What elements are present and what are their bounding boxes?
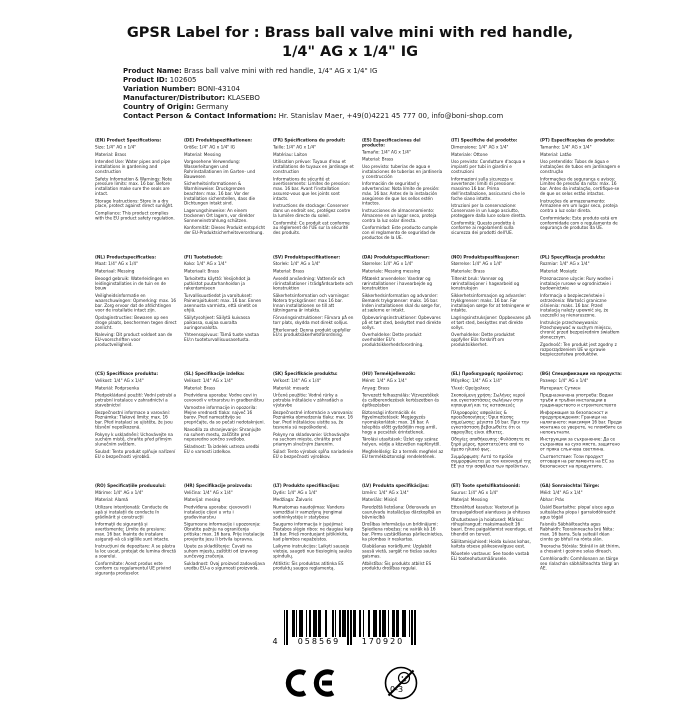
- language-block-paragraph: Säilitamisjuhised: Hoida kuivas kohas, kaitsta otsese päikesevalguse eest.: [451, 538, 531, 549]
- language-block-paragraph: Predvidena uporaba: Vodne cevi in cevovodi v vrtnarstvu in gradbeništvu: [184, 392, 264, 403]
- product-info-row: [123, 67, 503, 76]
- language-block-paragraph: Materiale: Brass: [451, 268, 485, 274]
- language-block-header: (FR) Spécifications du produit:: [273, 137, 346, 143]
- language-block-paragraph: Určené použitie: Vodné rúrky a potrubia inštalácie v záhradách a výstavbe: [273, 392, 343, 408]
- language-block-paragraph: Größe: 1/4" AG x 1/4" IG: [184, 144, 236, 150]
- language-block: [540, 483, 622, 573]
- product-info-row: [123, 85, 503, 94]
- language-block: [362, 138, 444, 243]
- language-block-paragraph: Tamaño: 1/4" AG x 1/4": [362, 149, 411, 155]
- language-block-paragraph: Veiligheidsinformatie en waarschuwingen: Opmerking: max. 16 bar. Zorg ervoor dat de afdichtingen voor de installatie intact zijn.: [95, 293, 177, 313]
- product-info-row: [123, 76, 503, 85]
- language-block-paragraph: Paredzētā lietošana: Ūdensvadu un cauruļvadu instalācijas dārzkopībā un būvniecībā: [362, 504, 442, 520]
- language-block: [273, 372, 355, 462]
- language-block: [95, 138, 177, 223]
- language-block-header: (HU) Termékjellemzők:: [362, 371, 416, 376]
- language-block: [273, 138, 355, 238]
- product-info-value: Germany: [196, 103, 229, 111]
- language-block-paragraph: Overholdelse: Dette produkt overholder EU's produktsikkerhedsforordning.: [362, 332, 424, 347]
- language-block-header: (ES) Especificaciones del producto:: [362, 137, 421, 148]
- language-block-paragraph: Bezpečnostné informácie a varovania: Poznámka obmedzenia tlaku: max. 16 bar. Pred inštaláciou uistite sa, že tesnenia sú nepoškodené.: [273, 409, 354, 430]
- language-block-paragraph: Инструкции за съхранение: Да се съхранява на сухо място, защитено от пряка слънчева светлина.: [540, 436, 620, 452]
- language-block-paragraph: Sikkerhetsinformasjon og advarsler: trykkgrenser: maks. 16 bar. Før installasjon sørge for at tetningene er intakte.: [451, 293, 531, 313]
- language-block-paragraph: Tamanho: 1/4" AG x 1/4": [540, 144, 592, 150]
- language-block-paragraph: Taille: 1/4" AG x 1/4": [273, 144, 317, 150]
- language-block-paragraph: Informacja o bezpieczeństwie i ostrzeżenia: Wartości graniczne ciśnienia: maks. 16 bar. Przed instalacją należy upewnić się, że uszczelki są nienaruszone.: [540, 293, 609, 318]
- product-info-value: Brass ball valve mini with red handle, 1/4" AG x 1/4" IG: [183, 67, 378, 75]
- barcode-digit-left: 4: [272, 637, 278, 646]
- language-block-paragraph: Overholdelse: Dette produktet oppfyller EUs forskrift om produktsikkerhet.: [451, 332, 515, 347]
- language-block-header: (EL) Προδιαγραφές προϊόντος:: [451, 371, 524, 376]
- language-block-paragraph: Säilytysohjeet: Säilytä kuivassa paikassa, suojaa suoralta auringonvalolta.: [184, 315, 250, 330]
- barcode-digits-group2: 170920: [361, 637, 405, 646]
- language-block-paragraph: Säkerhetsinformation och varningar: Notera tryckgränser: max 16 bar. Innan installationen se till att tätningarna är intakta.: [273, 293, 350, 313]
- language-block-paragraph: Materiaali: Brass: [184, 268, 220, 274]
- language-block-paragraph: Súlad: Tento výrobok spĺňa nariadenie EÚ o bezpečnosti výrobkov.: [273, 448, 354, 459]
- language-block-paragraph: Koko: 1/4" AG x 1/4": [184, 261, 227, 267]
- language-block-paragraph: Izmērs: 1/4" AG x 1/4": [362, 489, 409, 495]
- language-block-paragraph: Информация за безопасност и предупреждения: Граници на налягането: максимум 16 bar. Преди монтажа се уверете, че пломбите са непокътнати.: [540, 409, 622, 435]
- compliance-icons: [281, 665, 419, 701]
- language-block-paragraph: Tárolási utasítások: Üzlet egy száraz helyen, védje a közvetlen napfénytől.: [362, 436, 441, 447]
- language-block-paragraph: Veľkosť: 1/4" AG x 1/4": [273, 377, 321, 383]
- language-block: [362, 255, 444, 350]
- language-block-paragraph: Istruzioni per la conservazione: Conservare in un luogo asciutto, proteggere dalla luce solare diretta.: [451, 203, 527, 218]
- language-block-paragraph: Materiál: mosadz: [273, 385, 309, 391]
- language-block-paragraph: Yhteensopivuus: Tämä tuote vastaa EU:n tuoteturvallisuusasetusta.: [184, 332, 259, 342]
- ce-mark-icon: [281, 668, 339, 698]
- language-block-paragraph: Skladnost: Ta izdelek ustreza uredbi EU o varnosti izdelkov.: [184, 444, 260, 454]
- language-block-paragraph: Size: 1/4" AG x 1/4": [95, 144, 137, 150]
- language-block: [184, 138, 266, 238]
- language-block-paragraph: Størrelse: 1/4" AG x 1/4": [451, 261, 503, 267]
- language-block-paragraph: Turvallisuustiedot ja varoitukset: Painerajoitukset: max. 16 bar. Ennen asennusta varmista, että sinetit on ehjiä.: [184, 293, 262, 313]
- language-block-paragraph: Conformidade: Este produto está em conformidade com o regulamento de segurança de produtos da UE.: [540, 215, 618, 231]
- language-block-paragraph: Storlek: 1/4" AG x 1/4": [273, 261, 321, 267]
- language-block-paragraph: Velikost: 1/4" AG x 1/4": [184, 377, 233, 383]
- language-block-paragraph: Μέγεθος: 1/4" AG x 1/4": [451, 377, 502, 383]
- language-block-paragraph: Material: Latão: [540, 151, 572, 157]
- language-block-paragraph: Velikost: 1/4" AG x 1/4": [95, 377, 144, 383]
- language-block-paragraph: Förvaringsinstruktioner: Förvara på en torr plats, skydda mot direkt solljus.: [273, 315, 354, 325]
- language-grid: [95, 138, 622, 578]
- language-block-paragraph: Zgodność: Ten produkt jest zgodny z rozporządzeniem UE w sprawie bezpieczeństwa produktów.: [540, 341, 617, 357]
- language-block-paragraph: Størrelse: 1/4" AG x 1/4": [362, 261, 414, 267]
- language-block-paragraph: Utilizare intenționată: Conducte de apă și instalații de conducte în grădinărit și construcții: [95, 504, 169, 520]
- language-block-paragraph: Navodila za shranjevanje: Shranjujte na suhem mestu, zaščitite pred neposredno sončno svetlobo.: [184, 426, 261, 442]
- language-block-paragraph: Instrucciones de almacenamiento: Almacene en un lugar seco, proteja contra la luz solar directa.: [362, 208, 437, 223]
- page-title: GPSR Label for : Brass ball valve mini with red handle, 1/4" AG x 1/4" IG: [126, 25, 574, 61]
- product-info: [123, 67, 503, 121]
- language-block-paragraph: Uso previsto: tuberías de agua e instalaciones de tuberías en jardinería y construcción: [362, 164, 443, 179]
- language-block-paragraph: Instructions de stockage: Conserver dans un endroit sec, protégez contre la lumière directe du soleil.: [273, 203, 351, 218]
- product-info-row: [123, 103, 503, 112]
- language-block-header: (NL) Productspecificaties:: [95, 254, 157, 260]
- language-block: [184, 372, 266, 457]
- language-block-paragraph: Materijal: mesing: [184, 497, 221, 503]
- language-block-paragraph: Lagringsinstruksjoner: Oppbevares på et tørt sted, beskyttes mot direkte sollys.: [451, 315, 531, 330]
- product-info-label: Country of Origin:: [123, 103, 194, 111]
- language-block: [451, 483, 533, 563]
- product-info-value: KLASEBO: [227, 94, 260, 102]
- language-block-paragraph: Bezpečnostní informace a varování: Poznámka: Tlakové limity: max. 16 bar. Před instalací se ujistěte, že jsou těsnění nepoškozená.: [95, 409, 173, 430]
- language-block-paragraph: Opslaginstructies: Bewaren op een droge plaats, beschermen tegen direct zonlicht.: [95, 315, 177, 330]
- language-block-paragraph: Instrucțiuni de depozitare: A se păstra la loc uscat, protejat de lumina directă a soarelui.: [95, 543, 176, 559]
- language-block-paragraph: Pokyny na skladovanie: Uchovávajte na suchom mieste, chráňte pred priamym slnečným žiarením.: [273, 431, 350, 447]
- language-block-header: (DA) Produktspecifikationer:: [362, 254, 430, 260]
- language-block-paragraph: Dimensione: 1/4" AG x 1/4": [451, 144, 509, 150]
- language-block-paragraph: Material: Alamă: [95, 497, 128, 503]
- language-block-paragraph: Méret: 1/4" AG x 1/4": [362, 377, 407, 383]
- product-info-row: [123, 94, 503, 103]
- language-block: [451, 372, 533, 472]
- language-block: [184, 483, 266, 573]
- svg-text:0-3: 0-3: [390, 685, 404, 694]
- language-block-paragraph: Numatomas naudojimas: Vandens vamzdžiai ir vamzdynų įrengimai sodininkystėje ir statybose: [273, 504, 345, 520]
- language-block-paragraph: Utilisation prévue: Tuyaux d'eau et installations de tuyaux en jardinage et construction: [273, 159, 354, 174]
- language-block-header: (BG) Спецификации на продукта:: [540, 371, 622, 376]
- language-block-header: (LV) Produkta specifikācijas:: [362, 482, 429, 488]
- language-block-paragraph: Material: Brass: [95, 151, 127, 157]
- product-info-label: Manufacturer/Distributor:: [123, 94, 226, 102]
- language-block-paragraph: Informations de sécurité et avertissements: Limites de pression: max. 16 bar. Avant l'installation assurez-vous que les joints sont intacts.: [273, 176, 351, 201]
- language-block-paragraph: Tarkoitettu käyttö: Vesijohdot ja putkistot puutarhanhoidon ja rakentamiseen: [184, 275, 251, 291]
- language-block-paragraph: Material: Messing: [184, 151, 221, 157]
- product-info-label: Product ID:: [123, 76, 168, 84]
- product-info-label: Contact Person & Contact Information:: [123, 112, 277, 120]
- product-info-label: Variation Number:: [123, 85, 196, 93]
- language-block-paragraph: Materiale: Messing messing: [362, 268, 421, 274]
- language-block-paragraph: Instrukcje przechowywania: Przechowywać w suchym miejscu, chronić przed bezpośrednim światłem słonecznym.: [540, 319, 620, 340]
- language-block: [540, 372, 622, 472]
- language-block-header: (PL) Specyfikacja produktu:: [540, 254, 606, 260]
- language-block-paragraph: Anyag: Brass: [362, 385, 390, 391]
- language-block-paragraph: Съответствие: Този продукт отговаря на регламента на ЕС за безопасност на продуктите.: [540, 453, 614, 469]
- language-block-paragraph: Matériau: Laiton: [273, 151, 308, 157]
- language-block-paragraph: Treoracha Stórála: Stóráil in áit thirim, a chosaint i gcoinne solas díreach.: [540, 543, 620, 554]
- language-block: [184, 255, 266, 345]
- product-info-value: 102605: [169, 76, 197, 84]
- barcode: [272, 610, 417, 654]
- language-block-paragraph: Предназначена употреба: Водни тръби и тръбни инсталации в градинарството и строителството: [540, 392, 617, 408]
- language-block-paragraph: Intended Use: Water pipes and pipe installations in gardening and construction: [95, 159, 171, 174]
- language-block-paragraph: Información de seguridad y advertencias: Nota límite de presión: máx. 16 bar. Antes de la instalación asegúrese de que los sellos estén intactos.: [362, 181, 440, 206]
- language-block-paragraph: Uso pretendido: Tubos de água e instalações de tubos em jardinagem e construção: [540, 159, 621, 174]
- language-block-paragraph: Drošības informācija un brīdinājumi: Spiediena robežas: ne vairāk kā 16 bar. Pirms uzstādīšanas pārliecinieties, ka plombas ir neskartas.: [362, 521, 444, 542]
- language-block-header: (HR) Specifikacije proizvoda:: [184, 482, 253, 488]
- language-block-paragraph: Lagerungshinweise: An einem trockenen Ort lagern, vor direkter Sonneneinstrahlung schützen.: [184, 208, 255, 223]
- language-block: [451, 138, 533, 238]
- language-block-paragraph: Materiaal: Messing: [95, 268, 135, 274]
- language-block-paragraph: Materiál: Podprsenka: [95, 385, 140, 391]
- product-info-label: Product Name:: [123, 67, 182, 75]
- language-block-paragraph: Atbilstība: Šis produkts atbilst ES produktu drošības regulai.: [362, 560, 432, 571]
- language-block: [95, 483, 177, 578]
- language-block-paragraph: Veličina: 1/4" AG x 1/4": [184, 489, 233, 495]
- language-block-paragraph: Předpokládané použití: Vodní potrubí a potrubní instalace v zahradnictví a stavebnictví: [95, 392, 177, 408]
- language-block-paragraph: Material: Brass: [362, 156, 394, 162]
- language-block: [95, 255, 177, 350]
- language-block: [540, 138, 622, 233]
- language-block-paragraph: Sikkerhedsinformation og advarsler: Bemærk trykgrænser: maks. 16 bar. Inden installationen skal du sørge for, at sælerne er intakt.: [362, 293, 442, 313]
- language-block-paragraph: Faisnéis Sábháilteachta agus Rabhaidh: Teorainneacha brú Nóta: max. 16 barra. Sula suiteáil déan cinnte go bhfuil na rónta slán.: [540, 521, 614, 542]
- product-info-row: [123, 112, 503, 121]
- language-block-paragraph: Πληροφορίες ασφαλείας & προειδοποιήσεις: Όρια πίεσης σημείωσης: μέγιστο 16 bar. Πριν την εγκατάσταση βεβαιωθείτε ότι οι σφραγίδες είναι άθικτες.: [451, 409, 529, 435]
- language-block-paragraph: Σκοπούμενη χρήση: Σωλήνες νερού και εγκαταστάσεις σωλήνων στην κηπουρική και τις κατασκευές: [451, 392, 526, 408]
- language-block-paragraph: Ohutusteave ja hoiatused: Märkus: rõhupiirangud: maksimaalselt 16 baari. Enne paigaldamist veenduge, et tihendid on terved.: [451, 516, 533, 537]
- barcode-digits-group1: 058569: [297, 637, 341, 646]
- language-block-paragraph: Saugumo informacija ir įspėjimai: Pastabos slėgio ribos: ne daugiau kaip 16 bar. Prieš montuojant įsitikinkite, kad plombos nepažeistos.: [273, 521, 354, 542]
- language-block-paragraph: Pokyny k uskladnění: Uchovávejte na suchém místě, chraňte před přímým slunečním světlem.: [95, 431, 173, 447]
- language-block: [273, 483, 355, 573]
- language-block-paragraph: Méid: 1/4" AG x 1/4": [540, 489, 583, 495]
- language-block-paragraph: Tervezett felhasználás: Vízvezetékek és csőberendezések kertészetben és építkezésben: [362, 392, 440, 408]
- product-info-value: Hr. Stanislav Maer, +49(0)4221 45 777 00, info@boni-shop.com: [278, 112, 504, 120]
- language-block-paragraph: Konformität: Dieses Produkt entspricht der EU-Produktsicherheitsverordnung.: [184, 225, 266, 235]
- language-block-paragraph: Informações de segurança e avisos: Limites de pressão da nota: máx. 16 bar. Antes da instalação, certifique-se de que os selos estão intactos.: [540, 176, 620, 196]
- language-block-paragraph: Rozmiar: 1/4" AG x 1/4": [540, 261, 590, 267]
- language-block: [362, 372, 444, 462]
- language-block-paragraph: Glabāšanas norādījumi: Uzglabāt sausā vietā, sargāt no tiešas saules gaismas.: [362, 543, 437, 559]
- language-block-paragraph: Uso previsto: Condutture d'acqua e impianti per tubi in giardini e costruzioni: [451, 159, 526, 174]
- language-block-paragraph: Comhlíonadh: Comhlíonann an táirge seo rialachán sábháilteachta táirgí an AE.: [540, 555, 619, 571]
- language-block: [540, 255, 622, 360]
- language-block: [95, 372, 177, 462]
- language-block-paragraph: Úsáid Beartaithe: píopaí uisce agus suiteálacha píopa i garraíodóireacht agus tógáil: [540, 504, 616, 520]
- language-block-paragraph: Laikymo instrukcijos: Laikyti sausoje vietoje, saugoti nuo tiesioginių saulės spindulių.: [273, 543, 353, 559]
- language-block-paragraph: Размер: 1/4" AG x 1/4": [540, 377, 589, 383]
- language-block-paragraph: Informații de siguranță și avertismente: Limite de presiune: max. 16 bar. Înainte de instalare asigurați-vă că sigiliile sunt intacte.: [95, 521, 170, 542]
- language-block-paragraph: Suurus: 1/4" AG x 1/4": [451, 489, 499, 495]
- language-block-paragraph: Przeznaczone użycie: Rury wodne i instalacje rurowe w ogrodnictwie i budownictwie: [540, 275, 614, 291]
- language-block-paragraph: Conformité: Ce produit est conforme au règlement de l'UE sur la sécurité des produits.: [273, 220, 350, 235]
- language-block-paragraph: Safety Information & Warnings: Note pressure limits: max. 16 bar. Before installation make sure the seals are intact.: [95, 176, 172, 196]
- language-block-header: (SK) Špecifikácie produktu:: [273, 371, 338, 376]
- language-block: [362, 483, 444, 573]
- language-block-paragraph: Upute za skladištenje: Čuvati na suhom mjestu, zaštititi od izravnog sunčevog zračenja.: [184, 543, 258, 559]
- language-block-paragraph: Naleving: Dit product voldoet aan de EU-voorschriften voor productveiligheid.: [95, 332, 173, 347]
- language-block-header: (NO) Produktspesifikasjoner:: [451, 254, 520, 260]
- language-block-paragraph: Dydis: 1/4" AG x 1/4": [273, 489, 318, 495]
- language-block-paragraph: Conformitate: Acest produs este conform cu regulamentul UE privind siguranța produselor.: [95, 560, 171, 576]
- language-block-paragraph: Conformidad: Este producto cumple con el reglamento de seguridad de productos de la UE.: [362, 225, 438, 240]
- language-block-paragraph: Maat: 1/4" AG x 1/4": [95, 261, 138, 267]
- language-block-header: (EN) Product Specifications:: [95, 137, 162, 143]
- language-block-header: (IT) Specifiche del prodotto:: [451, 137, 518, 143]
- language-block-paragraph: Avsedd användning: Vattenrör och rörinstallationer i trädgårdsarbete och konstruktion: [273, 275, 354, 291]
- language-block-header: (LT) Produkto specifikacijos:: [273, 482, 340, 488]
- language-block-paragraph: Tiltenkt bruk: Vannrør og rørinstallasjoner i hagearbeid og konstruksjon: [451, 275, 520, 291]
- language-block-paragraph: Opbevaringsinstruktioner: Opbevares på et tørt sted, beskyttet mod direkte sollys.: [362, 315, 442, 330]
- language-block-header: (CS) Specifikace produktu:: [95, 371, 159, 376]
- language-block-header: (SL) Specifikacije izdelka:: [184, 371, 245, 376]
- language-block-header: (DE) Produktspezifikationen:: [184, 137, 253, 143]
- language-block-paragraph: Οδηγίες αποθήκευσης: Φυλάσσετε σε ξηρό μέρος, προστατεύστε από το άμεσο ηλιακό φως.: [451, 436, 530, 452]
- language-block-paragraph: Instruções de armazenamento: Armazene em um lugar seco, proteja contra a luz solar direta.: [540, 198, 618, 213]
- language-block-paragraph: Atitiktis: Šis produktas atitinka ES produktų saugos reglamentą.: [273, 560, 344, 571]
- language-block-paragraph: Conformità: Questo prodotto è conforme ai regolamenti sulla sicurezza dei prodotti dell'UE.: [451, 220, 516, 235]
- language-block-paragraph: Материал: Сутиен: [540, 385, 581, 391]
- language-block-paragraph: Material: Brass: [273, 268, 305, 274]
- language-block-paragraph: Compliance: This product complies with the EU product safety regulation.: [95, 210, 175, 221]
- age-warning-0-3-icon: [383, 665, 419, 701]
- language-block-paragraph: Storage Instructions: Store in a dry place, protect against direct sunlight.: [95, 198, 174, 209]
- language-block-paragraph: Sukladnost: Ovaj proizvod zadovoljava uredbu EU-a o sigurnosti proizvoda.: [184, 560, 265, 571]
- language-block-paragraph: Sicherheitsinformationen & Warnhinweise: Druckgrenzen beachten: max. 16 bar. Vor der Installation sicherstellen, dass die Dichtungen intakt sind.: [184, 181, 256, 206]
- language-block-paragraph: Ettenähtud kasutus: Veetorud ja torupaigaldised aianduses ja ehituses: [451, 504, 531, 515]
- language-block-paragraph: Påtænkt anvendelse: Vandrør og rørinstallationer i havearbejde og konstruktion: [362, 275, 432, 291]
- language-block-paragraph: Varnostne informacije in opozorila: Mejne vrednosti tlaka: največ 16 barov. Pred namestitvijo se prepričajte, da so pečati nedotaknjeni.: [184, 404, 265, 425]
- language-block-paragraph: Informazioni sulla sicurezza e avvertenze: limiti di pressione: massimo 16 bar. Prima dell'installazione, assicurarsi che le foche siano intatte.: [451, 176, 525, 201]
- language-block-paragraph: Material: Brass: [184, 385, 216, 391]
- language-block-paragraph: Υλικό: Ορείχαλκος: [451, 385, 491, 391]
- language-block-paragraph: Materjal: Messing: [451, 497, 488, 503]
- language-block-paragraph: Materiāls: Misiņš: [362, 497, 397, 503]
- language-block-paragraph: Beoogd gebruik: Waterleidingen en leidinginstallaties in de tuin en de bouw: [95, 275, 170, 291]
- language-block-paragraph: Nõuetele vastavus: See toode vastab ELi tooteohutusmäärusele.: [451, 551, 530, 561]
- language-block-paragraph: Vorgesehene Verwendung: Wasserleitungen und Rohrinstallationen im Garten- und Bauwesen: [184, 159, 256, 179]
- language-block-paragraph: Materiale: Ottone: [451, 151, 488, 157]
- language-block-header: (GA) Sonraíochtaí Táirge:: [540, 482, 600, 488]
- language-block-header: (SV) Produktspecifikationer:: [273, 254, 341, 260]
- language-block-paragraph: Materiał: Mosiądz: [540, 268, 577, 274]
- language-block-paragraph: Soulad: Tento produkt splňuje nařízení EU o bezpečnosti výrobků.: [95, 448, 176, 459]
- product-info-value: BONI-43104: [197, 85, 240, 93]
- language-block-paragraph: Sigurnosne informacije i upozorenja: Obratite pažnju na ograničenja pritiska: max. 16 bara. Prije instalacije provjerite jesu li brtvila ispravna.: [184, 521, 265, 542]
- language-block: [451, 255, 533, 350]
- language-block-header: (RO) Specificațiile produsului:: [95, 482, 166, 488]
- language-block-paragraph: Ábhar: Prás: [540, 497, 565, 503]
- language-block-paragraph: Megfelelőség: Ez a termék megfelel az EU termékbiztonsági rendeletének.: [362, 448, 444, 459]
- language-block-header: (ET) Toote spetsifikatsioonid:: [451, 482, 521, 488]
- language-block-paragraph: Efterlevnad: Denna produkt uppfyller EU:s produktsäkerhetsförordning.: [273, 327, 351, 338]
- barcode-section: [0, 610, 700, 701]
- language-block-paragraph: Mărime: 1/4" AG x 1/4": [95, 489, 144, 495]
- language-block-paragraph: Predviđena uporaba: cjevovodi i instalacije cijevi u vrtu i građevinarstvu: [184, 504, 252, 520]
- language-block-paragraph: Biztonsági információk és figyelmeztetések: Megjegyzés nyomáskorlátok: max. 16 bar. A telepítés előtt győződjön meg arról, hogy a pecsétek érintetlenek.: [362, 409, 437, 435]
- language-block-paragraph: Συμμόρφωση: Αυτό το προϊόν συμμορφώνεται με τον κανονισμό της ΕΕ για την ασφάλεια των προϊόντων.: [451, 453, 532, 469]
- language-block: [273, 255, 355, 340]
- language-block-header: (FI) Tuotetiedot:: [184, 254, 223, 260]
- language-block-paragraph: Medžiaga: Žalvaris: [273, 497, 313, 503]
- language-block-header: (PT) Especificações do produto:: [540, 137, 615, 143]
